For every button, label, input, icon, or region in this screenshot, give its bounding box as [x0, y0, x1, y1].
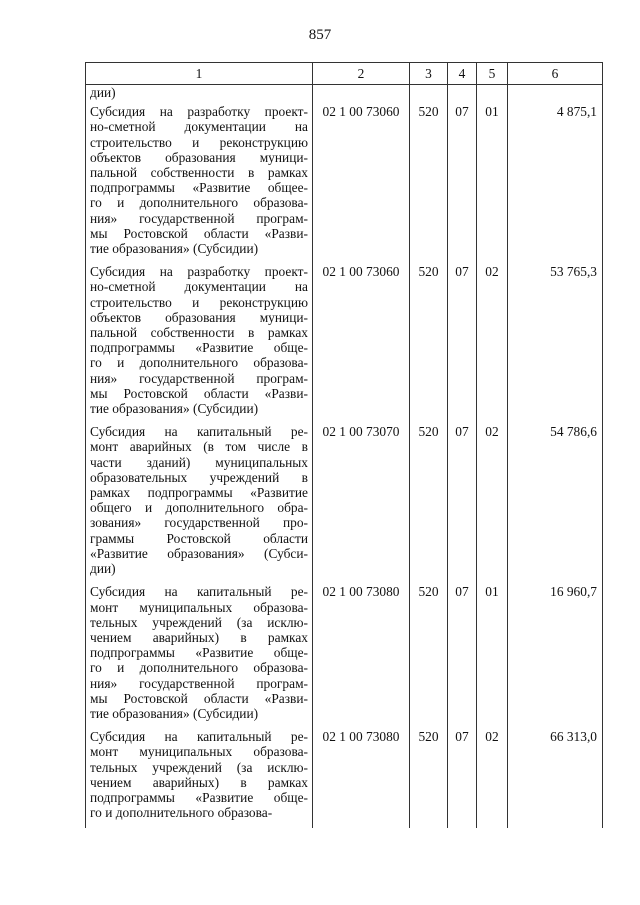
description-line: тельных учреждений (за исклю- [90, 614, 308, 630]
row-description [86, 264, 313, 424]
description-line: Субсидия на капитальный ре- [90, 584, 308, 600]
section-code: 07 [448, 584, 477, 729]
table-row [86, 104, 603, 264]
description-line: го и дополнительного образова- [90, 660, 308, 676]
description-line: ния» государственной програм- [90, 370, 308, 386]
row-description [86, 104, 313, 264]
description-line: чением аварийных) в рамках [90, 774, 308, 790]
section-code: 07 [448, 424, 477, 584]
description-line: «Развитие образования» (Субси- [90, 545, 308, 561]
continuation-row [86, 85, 603, 105]
description-line: тие образования» (Субсидии) [90, 401, 259, 417]
description-line: чением аварийных) в рамках [90, 629, 308, 645]
description-line: мы Ростовской области «Разви- [90, 690, 308, 706]
description-line: монт муниципальных образова- [90, 744, 308, 760]
description-line: но-сметной документации на [90, 119, 308, 135]
target-article-code: 02 1 00 73060 [313, 264, 410, 424]
header-col-3: 3 [410, 63, 448, 85]
amount: 66 313,0 [508, 729, 603, 828]
description-line: строительство и реконструкцию [90, 134, 308, 150]
expense-type-code: 520 [410, 424, 448, 584]
description-line: тие образования» (Субсидии) [90, 241, 259, 257]
amount: 54 786,6 [508, 424, 603, 584]
target-article-code: 02 1 00 73080 [313, 729, 410, 828]
subsection-code: 02 [477, 424, 508, 584]
subsection-code: 02 [477, 264, 508, 424]
row-description [86, 424, 313, 584]
description-line: мы Ростовской области «Разви- [90, 225, 308, 241]
section-code: 07 [448, 729, 477, 828]
description-line: подпрограммы «Развитие обще- [90, 645, 308, 661]
description-line: пальной собственности в рамках [90, 325, 308, 341]
description-line: ния» государственной програм- [90, 675, 308, 691]
description-line: зования» государственной про- [90, 515, 308, 531]
description-line: дии) [90, 561, 116, 577]
description-line: Субсидия на разработку проект- [90, 264, 308, 280]
row-description [86, 729, 313, 828]
description-line: рамках подпрограммы «Развитие [90, 485, 308, 501]
description-line: подпрограммы «Развитие обще- [90, 340, 308, 356]
header-col-2: 2 [313, 63, 410, 85]
page-number: 857 [308, 27, 332, 43]
description-line: ния» государственной програм- [90, 210, 308, 226]
section-code: 07 [448, 104, 477, 264]
description-line: подпрограммы «Развитие обще- [90, 789, 308, 805]
description-line: части зданий) муниципальных [90, 454, 308, 470]
description-line: подпрограммы «Развитие общее- [90, 180, 308, 196]
expense-type-code: 520 [410, 729, 448, 828]
subsection-code: 01 [477, 104, 508, 264]
description-line: мы Ростовской области «Разви- [90, 385, 308, 401]
expense-type-code: 520 [410, 264, 448, 424]
amount: 4 875,1 [508, 104, 603, 264]
description-line: но-сметной документации на [90, 279, 308, 295]
expense-type-code: 520 [410, 104, 448, 264]
description-line: Субсидия на капитальный ре- [90, 424, 308, 440]
header-col-1: 1 [86, 63, 313, 85]
header-row [86, 63, 603, 85]
target-article-code: 02 1 00 73060 [313, 104, 410, 264]
description-line: образовательных учреждений в [90, 469, 308, 485]
header-col-6: 6 [508, 63, 603, 85]
description-line: тие образования» (Субсидии) [90, 705, 259, 721]
target-article-code: 02 1 00 73080 [313, 584, 410, 729]
description-line: пальной собственности в рамках [90, 165, 308, 181]
description-line: объектов образования муници- [90, 149, 308, 165]
description-line: тельных учреждений (за исклю- [90, 759, 308, 775]
subsection-code: 02 [477, 729, 508, 828]
continuation-text: дии) [86, 85, 313, 105]
budget-table [85, 62, 603, 828]
section-code: 07 [448, 264, 477, 424]
header-col-5: 5 [477, 63, 508, 85]
table-row [86, 729, 603, 828]
description-line: общего и дополнительного обра- [90, 500, 308, 516]
table-body [86, 85, 603, 829]
description-line: Субсидия на капитальный ре- [90, 729, 308, 745]
row-description [86, 584, 313, 729]
target-article-code: 02 1 00 73070 [313, 424, 410, 584]
header-col-4: 4 [448, 63, 477, 85]
description-line: го и дополнительного образова- [90, 195, 308, 211]
description-line: го и дополнительного образова- [90, 805, 273, 821]
description-line: Субсидия на разработку проект- [90, 104, 308, 120]
table-row [86, 424, 603, 584]
table-header [86, 63, 603, 85]
description-line: монт аварийных (в том числе в [90, 439, 308, 455]
subsection-code: 01 [477, 584, 508, 729]
description-line: монт муниципальных образова- [90, 599, 308, 615]
amount: 53 765,3 [508, 264, 603, 424]
description-line: го и дополнительного образова- [90, 355, 308, 371]
description-line: объектов образования муници- [90, 309, 308, 325]
table-row [86, 264, 603, 424]
amount: 16 960,7 [508, 584, 603, 729]
description-line: строительство и реконструкцию [90, 294, 308, 310]
table-row [86, 584, 603, 729]
expense-type-code: 520 [410, 584, 448, 729]
description-line: граммы Ростовской области [90, 530, 308, 546]
